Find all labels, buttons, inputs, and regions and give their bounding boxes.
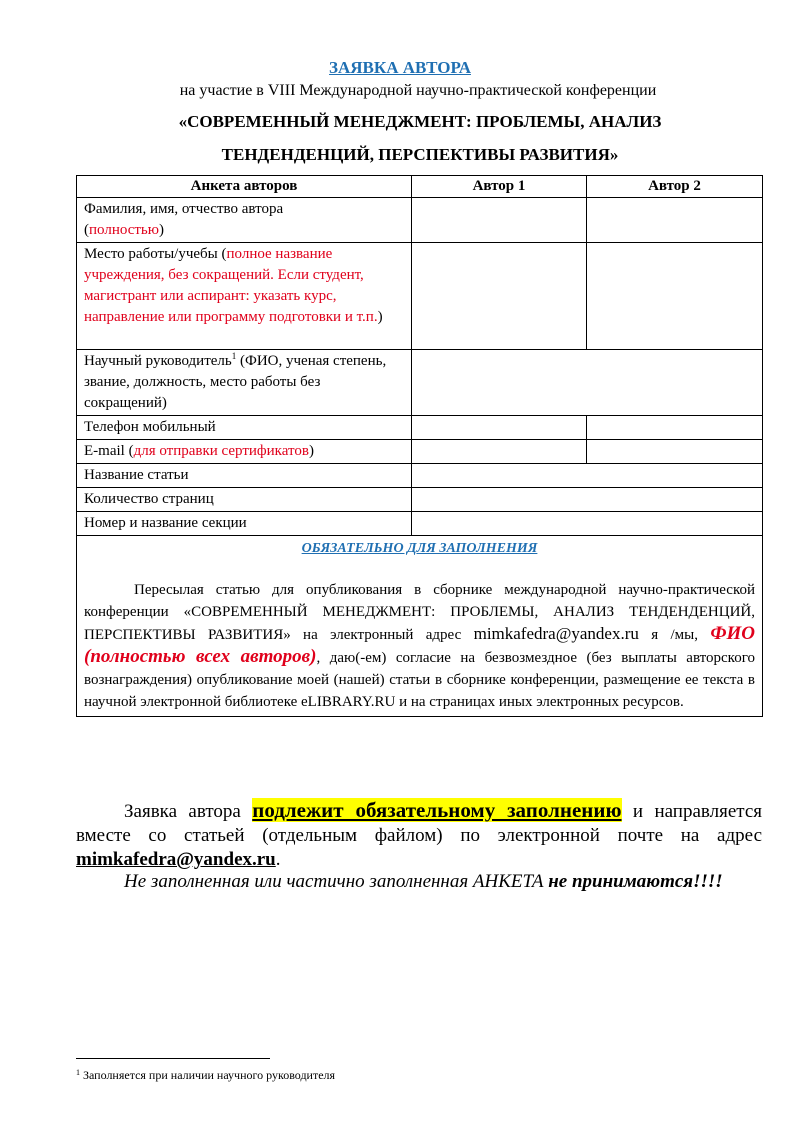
phone-label: Телефон мобильный (77, 416, 412, 440)
author2-phone-field[interactable] (587, 416, 763, 440)
supervisor-field[interactable] (412, 350, 763, 416)
section-label: Номер и название секции (77, 512, 412, 536)
mandatory-highlight: подлежит обязательному заполнению (252, 798, 622, 822)
table-row-section (77, 512, 763, 536)
table-header-row (77, 176, 763, 198)
header-author-2: Автор 2 (587, 176, 763, 198)
section-field[interactable] (412, 512, 763, 536)
consent-fio-hint: ФИО (полностью всех авторов) (84, 623, 756, 667)
table-row-full-name (77, 198, 763, 243)
table-row-page-count (77, 488, 763, 512)
form-title: ЗАЯВКА АВТОРА (329, 58, 471, 77)
article-title-label: Название статьи (77, 464, 412, 488)
workplace-hint: полное название учреждения, без сокращений. Если студент, магистрант или аспирант: указать курс, направление или программу подготовки и т.п. (84, 246, 378, 325)
full-name-hint: полностью (89, 222, 159, 238)
table-row-phone (77, 416, 763, 440)
mandatory-heading: ОБЯЗАТЕЛЬНО ДЛЯ ЗАПОЛНЕНИЯ (301, 541, 538, 556)
author-form-table (76, 175, 763, 717)
table-row-article-title (77, 464, 763, 488)
author2-workplace-field[interactable] (587, 243, 763, 350)
note-email: mimkafedra@yandex.ru (76, 849, 276, 870)
consent-email: mimkafedra@yandex.ru (473, 624, 639, 643)
footnote: $^1$ Заполняется при наличии научного руководителя (76, 1068, 336, 1082)
header-questionnaire: Анкета авторов (77, 176, 412, 198)
email-hint: для отправки сертификатов (133, 443, 309, 459)
conference-title-line2: ТЕНДЕНДЕНЦИЙ, ПЕРСПЕКТИВЫ РАЗВИТИЯ» (221, 145, 619, 164)
table-row-workplace (77, 243, 763, 350)
email-label: E-mail (для отправки сертификатов) (77, 440, 412, 464)
full-name-label: Фамилия, имя, отчество автора (полностью) (77, 198, 412, 243)
rejection-warning: Не заполненная или частично заполненная АНКЕТА не принимаются!!!! (124, 871, 723, 892)
author1-workplace-field[interactable] (412, 243, 587, 350)
header-author-1: Автор 1 (412, 176, 587, 198)
table-row-supervisor (77, 350, 763, 416)
author1-email-field[interactable] (412, 440, 587, 464)
page-count-field[interactable] (412, 488, 763, 512)
conference-title-line1: «СОВРЕМЕННЫЙ МЕНЕДЖМЕНТ: ПРОБЛЕМЫ, АНАЛИЗ (178, 112, 662, 131)
table-row-consent (77, 536, 763, 717)
author2-email-field[interactable] (587, 440, 763, 464)
author1-full-name-field[interactable] (412, 198, 587, 243)
author2-full-name-field[interactable] (587, 198, 763, 243)
supervisor-footnote-mark: 1 (231, 351, 237, 361)
footnote-divider (76, 1058, 270, 1059)
table-row-email (77, 440, 763, 464)
author1-phone-field[interactable] (412, 416, 587, 440)
consent-text: Пересылая статью для опубликования в сборнике международной научно-практической конференции «СОВРЕМЕННЫЙ МЕНЕДЖМЕНТ: ПРОБЛЕМЫ, АНАЛИЗ ТЕНДЕНДЕНЦИЙ, ПЕРСПЕКТИВЫ РАЗВИТИЯ» на электронный адрес mimkafedra@yandex.ru я /мы, ФИО (полностью всех авторов), даю(-ем) согласие на безвозмездное (без выплаты авторского вознаграждения) опубликование моей (нашей) статьи в сборнике конференции, размещение ее текста в научной электронной библиотеке eLIBRARY.RU и на страницах иных электронных ресурсов. (84, 582, 756, 710)
form-subtitle: на участие в VIII Международной научно-практической конференции (179, 82, 657, 99)
page-count-label: Количество страниц (77, 488, 412, 512)
article-title-field[interactable] (412, 464, 763, 488)
workplace-label: Место работы/учебы (полное название учреждения, без сокращений. Если студент, магистрант или аспирант: указать курс, направление или программу подготовки и т.п.) (77, 243, 412, 350)
submission-note: Заявка автора подлежит обязательному заполнению и направляется вместе со статьей (отдельным файлом) по электронной почте на адрес mimkafedra@yandex.ru. (76, 798, 762, 870)
supervisor-label: Научный руководитель$^1$ (ФИО, ученая степень, звание, должность, место работы без сокращений) (77, 350, 412, 416)
